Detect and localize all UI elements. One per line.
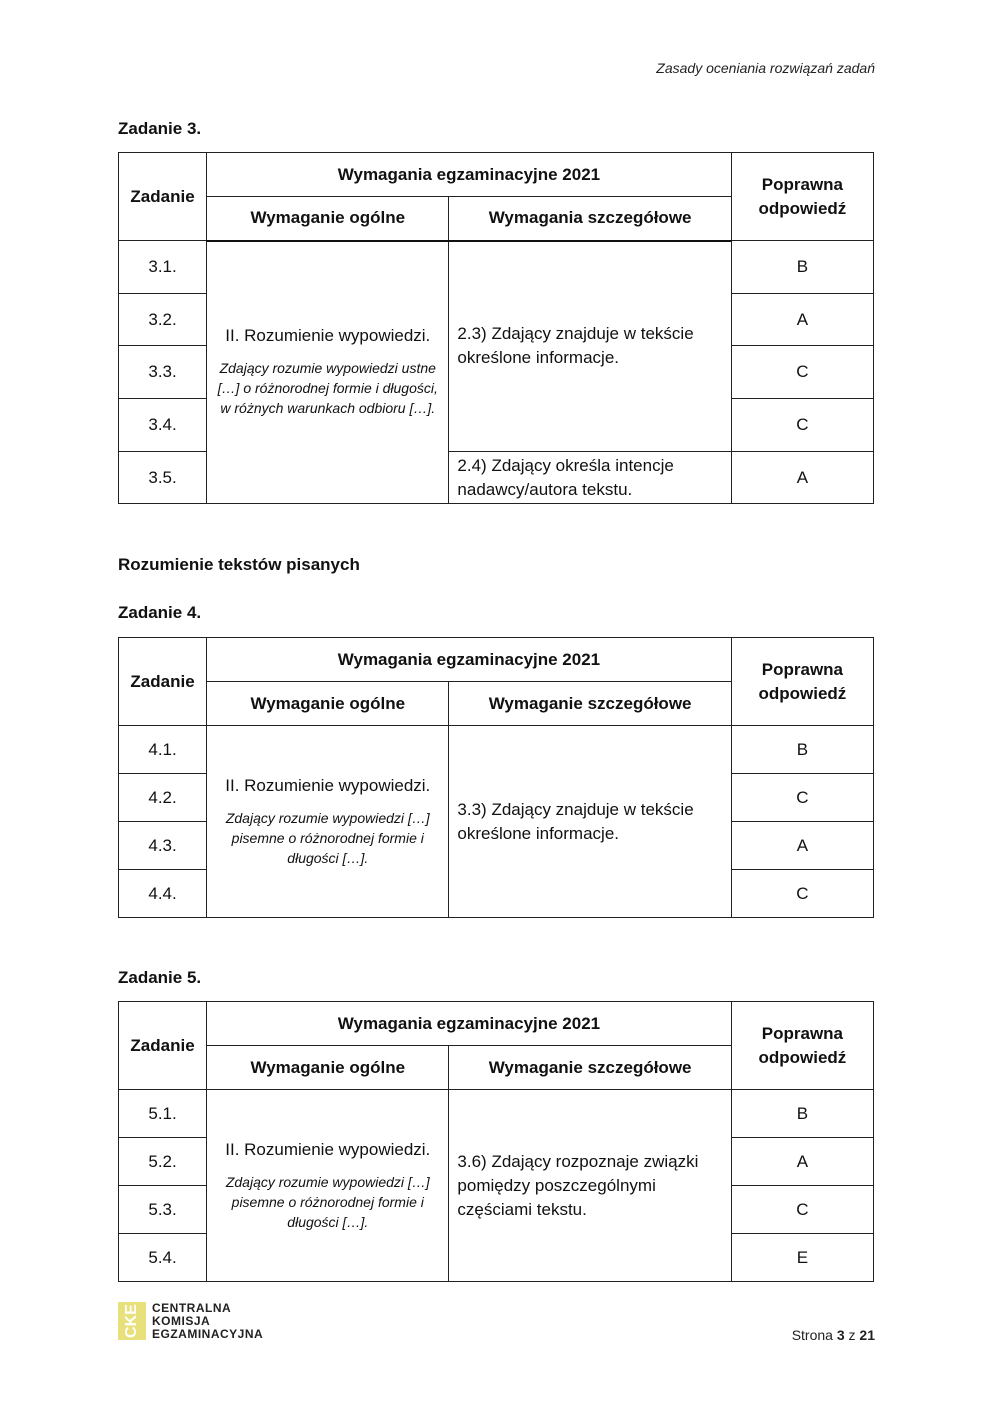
general-requirement [207,726,449,918]
answer: E [731,1234,873,1282]
task3-table [118,152,874,504]
answer: C [731,870,873,918]
task5-title: Zadanie 5. [118,968,202,987]
task-id: 3.5. [119,452,207,504]
specific-requirement: 3.3) Zdający znajduje w tekście określone informacje. [449,726,731,918]
task-id: 5.4. [119,1234,207,1282]
general-requirement-title: II. Rozumienie wypowiedzi. [225,1139,431,1159]
answer: B [731,726,873,774]
answer: B [731,1090,873,1138]
task-id: 5.1. [119,1090,207,1138]
task4-title: Zadanie 4. [118,603,202,622]
answer: A [731,452,873,504]
general-requirement-desc: Zdający rozumie wypowiedzi ustne […] o różnorodnej formie i długości, w różnych warunkach odbioru […]. [217,360,438,417]
page-label: Strona [791,1327,833,1343]
task-id: 5.2. [119,1138,207,1186]
task5-table [118,1001,874,1282]
col-wymagania: Wymagania egzaminacyjne 2021 [207,638,732,682]
general-requirement-title: II. Rozumienie wypowiedzi. [225,775,431,795]
answer: C [731,774,873,822]
col-wymagania: Wymagania egzaminacyjne 2021 [207,153,732,197]
table-row [119,1090,874,1138]
answer: A [731,294,873,346]
col-ogolne: Wymaganie ogólne [207,1046,449,1090]
answer: C [731,1186,873,1234]
col-ogolne: Wymaganie ogólne [207,197,449,241]
page-total: 21 [859,1327,875,1343]
answer: B [731,241,873,294]
logo-line: EGZAMINACYJNA [152,1326,264,1341]
cke-logo [118,1302,263,1340]
logo-line: KOMISJA [152,1313,211,1328]
table-row [119,726,874,774]
col-zadanie: Zadanie [119,638,207,726]
task-id: 4.4. [119,870,207,918]
task-id: 4.2. [119,774,207,822]
cke-logo-text [152,1302,263,1341]
col-szczegolowe: Wymagania szczegółowe [449,197,731,241]
page-number [792,1327,875,1343]
general-requirement-desc: Zdający rozumie wypowiedzi […] pisemne o różnorodnej formie i długości […]. [225,1173,430,1230]
task-id: 3.1. [119,241,207,294]
general-requirement-title: II. Rozumienie wypowiedzi. [225,326,431,346]
task-id: 5.3. [119,1186,207,1234]
task-id: 3.3. [119,346,207,399]
page-current: 3 [836,1327,845,1343]
specific-requirement: 3.6) Zdający rozpoznaje związki pomiędzy poszczególnymi częściami tekstu. [449,1090,731,1282]
col-zadanie: Zadanie [119,1002,207,1090]
section-heading: Rozumienie tekstów pisanych [118,555,360,574]
col-szczegolowe: Wymaganie szczegółowe [449,1046,731,1090]
col-poprawna: Poprawna odpowiedź [731,638,873,726]
col-poprawna: Poprawna odpowiedź [731,1002,873,1090]
task4-table [118,637,874,918]
document-header: Zasady oceniania rozwiązań zadań [656,60,875,76]
task-id: 3.4. [119,399,207,452]
col-szczegolowe: Wymaganie szczegółowe [449,682,731,726]
answer: A [731,822,873,870]
task3-title: Zadanie 3. [118,119,202,138]
answer: C [731,346,873,399]
col-ogolne: Wymaganie ogólne [207,682,449,726]
task-id: 3.2. [119,294,207,346]
general-requirement-desc: Zdający rozumie wypowiedzi […] pisemne o różnorodnej formie i długości […]. [225,809,430,866]
cke-logo-icon: CKE [118,1302,146,1340]
specific-requirement: 2.4) Zdający określa intencje nadawcy/autora tekstu. [449,452,731,504]
col-poprawna: Poprawna odpowiedź [731,153,873,241]
col-zadanie: Zadanie [119,153,207,241]
logo-line: CENTRALNA [152,1300,232,1315]
general-requirement [207,241,449,504]
task-id: 4.1. [119,726,207,774]
answer: A [731,1138,873,1186]
col-wymagania: Wymagania egzaminacyjne 2021 [207,1002,732,1046]
task-id: 4.3. [119,822,207,870]
answer: C [731,399,873,452]
table-row [119,241,874,294]
specific-requirement: 2.3) Zdający znajduje w tekście określone informacje. [449,241,731,452]
page-sep: z [848,1327,856,1343]
general-requirement [207,1090,449,1282]
